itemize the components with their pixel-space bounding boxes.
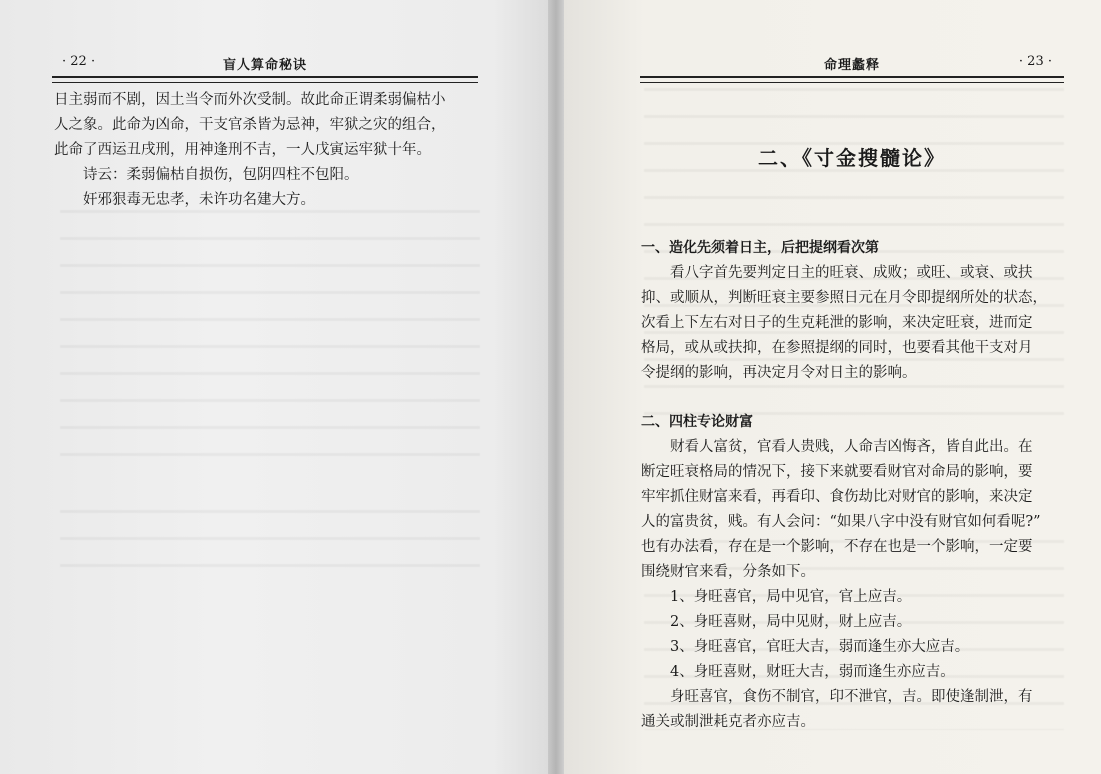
list-item: 1、身旺喜官，局中见官，官上应吉。 bbox=[670, 589, 912, 605]
left-line: 此命了西运丑戌刑，用神逢刑不吉，一人戊寅运牢狱十年。 bbox=[54, 142, 431, 158]
chapter-title: 二、《寸金搜髓论》 bbox=[758, 146, 946, 170]
left-running-title: 盲人算命秘诀 bbox=[222, 58, 307, 73]
section1-line: 抑、或顺从，判断旺衰主要参照日元在月令即提纲所处的状态， bbox=[641, 290, 1047, 306]
section1-line: 次看上下左右对日子的生克耗泄的影响，来决定旺衰，进而定 bbox=[641, 315, 1033, 331]
section1-line: 格局，或从或扶抑，在参照提纲的同时，也要看其他干支对月 bbox=[641, 340, 1033, 356]
right-header-rule bbox=[640, 76, 1064, 83]
section2-line: 牢牢抓住财富来看，再看印、食伤劫比对财官的影响，来决定 bbox=[641, 489, 1033, 505]
section2-heading: 二、四柱专论财富 bbox=[641, 414, 753, 430]
right-page-number: · 23 · bbox=[1018, 54, 1052, 69]
section1-line: 看八字首先要判定日主的旺衰、成败；或旺、或衰、或扶 bbox=[670, 265, 1033, 281]
section1-line: 令提纲的影响，再决定月令对日主的影响。 bbox=[641, 365, 917, 381]
left-page bbox=[0, 0, 548, 774]
bleed-through-text bbox=[60, 510, 480, 590]
left-page-number: · 22 · bbox=[62, 54, 96, 69]
section1 bbox=[641, 236, 1065, 386]
closing-line: 身旺喜官，食伤不制官，印不泄官，吉。即使逢制泄，有 bbox=[670, 689, 1033, 705]
bleed-through-text bbox=[60, 210, 480, 480]
section2-line: 也有办法看，存在是一个影响，不存在也是一个影响，一定要 bbox=[641, 539, 1033, 555]
section2-line: 人的富贵贫，贱。有人会问：“如果八字中没有财官如何看呢?” bbox=[641, 514, 1041, 530]
right-running-title: 命理蠡释 bbox=[823, 58, 880, 73]
right-page bbox=[564, 0, 1101, 774]
left-line: 人之象。此命为凶命，干支官杀皆为忌神，牢狱之灾的组合， bbox=[54, 117, 446, 133]
left-header bbox=[52, 54, 478, 74]
list-item: 4、身旺喜财，财旺大吉，弱而逢生亦应吉。 bbox=[670, 664, 955, 680]
left-header-rule bbox=[52, 76, 478, 83]
left-line: 日主弱而不剧，因土当令而外次受制。故此命正谓柔弱偏枯小 bbox=[54, 92, 446, 108]
left-body-text bbox=[54, 88, 480, 213]
right-header bbox=[640, 54, 1064, 74]
poem-line: 奸邪狠毒无忠孝，未许功名建大方。 bbox=[83, 192, 315, 208]
list-item: 2、身旺喜财，局中见财，财上应吉。 bbox=[670, 614, 912, 630]
section1-heading: 一、造化先须着日主，后把提纲看次第 bbox=[641, 240, 879, 256]
section2-line: 围绕财官来看，分条如下。 bbox=[641, 564, 815, 580]
section2-line: 断定旺衰格局的情况下，接下来就要看财官对命局的影响，要 bbox=[641, 464, 1033, 480]
section2-line: 财看人富贫，官看人贵贱，人命吉凶悔吝，皆自此出。在 bbox=[670, 439, 1033, 455]
closing-line: 通关或制泄耗克者亦应吉。 bbox=[641, 714, 815, 730]
list-item: 3、身旺喜官，官旺大吉，弱而逢生亦大应吉。 bbox=[670, 639, 970, 655]
section2 bbox=[641, 410, 1065, 735]
poem-line: 诗云：柔弱偏枯自损伤，包阴四柱不包阳。 bbox=[83, 167, 359, 183]
book-gutter bbox=[548, 0, 564, 774]
